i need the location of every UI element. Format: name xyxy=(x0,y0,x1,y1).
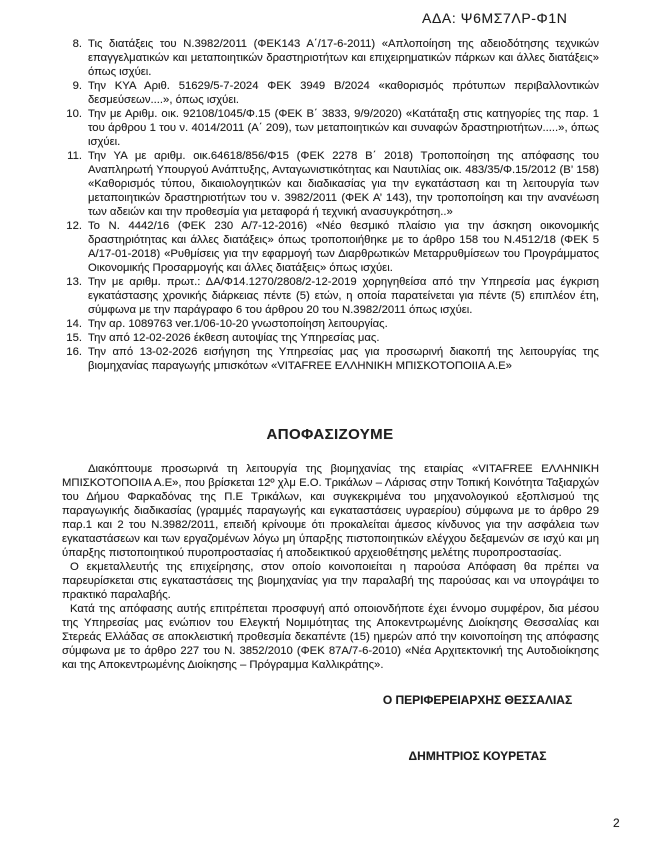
list-item xyxy=(62,79,599,107)
list-item-text: Την από 13-02-2026 εισήγηση της Υπηρεσίας μας για προσωρινή διακοπή της λειτουργίας της βιομηχανίας παραγωγής μπισκότων «VITAFREE ΕΛΛΗΝΙΚΗ ΜΠΙΣΚΟΤΟΠΟΙΙΑ Α.Ε» xyxy=(88,346,599,372)
list-item xyxy=(62,331,599,345)
signatory-name: ΔΗΜΗΤΡΙΟΣ ΚΟΥΡΕΤΑΣ xyxy=(408,749,547,763)
list-item-text: Την με Αριθμ. οικ. 92108/1045/Φ.15 (ΦΕΚ Β΄ 3833, 9/9/2020) «Κατάταξη στις κατηγορίες της παρ. 1 του άρθρου 1 του ν. 4014/2011 (Α΄ 209), των μεταποιητικών και συναφών δραστηριοτήτων.....», όπως ισχύει. xyxy=(88,108,599,148)
decision-body xyxy=(62,462,599,672)
list-item-text: Την με αριθμ. πρωτ.: ΔΑ/Φ14.1270/2808/2-12-2019 χορηγηθείσα από την Υπηρεσία μας έγκριση εγκατάστασης χρονικής διάρκειας πέντε (5) ετών, η οποία παρατείνεται για πέντε (5) επιπλέον έτη, σύμφωνα με την παράγραφο 6 του άρθρου 20 του Ν.3982/2011 όπως ισχύει. xyxy=(88,276,599,316)
list-item-text: Την από 12-02-2026 έκθεση αυτοψίας της Υπηρεσίας μας. xyxy=(88,332,380,344)
list-item-number: 8. xyxy=(72,38,82,50)
list-item-text: Τις διατάξεις του Ν.3982/2011 (ΦΕΚ143 Α΄/17-6-2011) «Απλοποίηση της αδειοδότησης τεχνικών επαγγελματικών και μεταποιητικών δραστηριοτήτων και επιχειρηματικών πάρκων και άλλες διατάξεις» όπως ισχύει. xyxy=(88,38,599,78)
list-item-number: 15. xyxy=(66,332,82,344)
list-item-number: 11. xyxy=(67,150,82,162)
list-item xyxy=(62,37,599,79)
list-item xyxy=(62,219,599,275)
decision-paragraph: Κατά της απόφασης αυτής επιτρέπεται προσφυγή από οποιονδήποτε έχει έννομο συμφέρον, δια μέσου της Υπηρεσίας μας ενώπιον του Ελεγκτή Νομιμότητας της Αποκεντρωμένης Διοίκησης Θεσσαλίας και Στερεάς Ελλάδας σε αποκλειστική προθεσμία δεκαπέντε (15) ημερών από την κοινοποίηση της απόφασης σύμφωνα με το άρθρο 227 του Ν. 3852/2010 (ΦΕΚ 87Α/7-6-2010) «Νέα Αρχιτεκτονική της Αυτοδιοίκησης και της Αποκεντρωμένης Διοίκησης – Πρόγραμμα Καλλικράτης». xyxy=(62,603,599,671)
signatory-title: Ο ΠΕΡΙΦΕΡΕΙΑΡΧΗΣ ΘΕΣΣΑΛΙΑΣ xyxy=(382,693,573,707)
decision-paragraph: Ο εκμεταλλευτής της επιχείρησης, στον οποίο κοινοποιείται η παρούσα Απόφαση θα πρέπει να παρευρίσκεται στις εγκαταστάσεις της βιομηχανίας για την παραλαβή της παρούσας και να υπογράψει το πρακτικό παραλαβής. xyxy=(62,561,599,601)
list-item xyxy=(62,317,599,331)
list-item-number: 12. xyxy=(66,220,82,232)
list-item-text: Το Ν. 4442/16 (ΦΕΚ 230 Α/7-12-2016) «Νέο θεσμικό πλαίσιο για την άσκηση οικονομικής δραστηριότητας και άλλες διατάξεις» όπως τροποποιήθηκε με το άρθρο 158 του Ν.4512/18 (ΦΕΚ 5 Α/17-01-2018) «Ρυθμίσεις για την εφαρμογή των Διαρθρωτικών Μεταρρυθμίσεων του Προγράμματος Οικονομικής Προσαρμογής και άλλες διατάξεις» όπως ισχύει. xyxy=(88,220,599,274)
references-list xyxy=(62,37,599,373)
decision-paragraph: Διακόπτουμε προσωρινά τη λειτουργία της βιομηχανίας της εταιρίας «VITAFREE ΕΛΛΗΝΙΚΗ ΜΠΙΣΚΟΤΟΠΟΙΙΑ Α.Ε», που βρίσκεται 12º χλμ Ε.Ο. Τρικάλων – Λάρισας στην Τοπική Κοινότητα Ταξιαρχών του Δήμου Φαρκαδόνας της Π.Ε Τρικάλων, και συγκεκριμένα του μηχανολογικού εξοπλισμού της παραγωγικής διαδικασίας (γραμμές παραγωγής και εγκαταστάσεις υγραερίου) σύμφωνα με το άρθρο 29 παρ.1 και 2 του Ν.3982/2011, επειδή κρίνουμε ότι προκαλείται άμεσος κίνδυνος για την ασφάλεια των εγκαταστάσεων και των εργαζομένων λόγω μη ύπαρξης πιστοποιητικών ελέγχου δεξαμενών σε ισχύ και μη ύπαρξης πιστοποιητικού πυροπροστασίας ή αποδεικτικού αρχειοθέτησης μελέτης πυροπροστασίας. xyxy=(62,463,599,559)
list-item xyxy=(62,345,599,373)
page-number: 2 xyxy=(613,816,620,830)
decision-heading: ΑΠΟΦΑΣΙΖΟΥΜΕ xyxy=(266,426,394,443)
signature-block xyxy=(356,693,599,763)
list-item-number: 13. xyxy=(66,276,82,288)
list-item xyxy=(62,107,599,149)
list-item-number: 10. xyxy=(66,108,82,120)
list-item-number: 14. xyxy=(66,318,82,330)
list-item-text: Την ΚΥΑ Αριθ. 51629/5-7-2024 ΦΕΚ 3949 Β/2024 «καθορισμός πρότυπων περιβαλλοντικών δεσμεύσεων....», όπως ισχύει. xyxy=(88,80,599,106)
list-item-text: Την ΥΑ με αριθμ. οικ.64618/856/Φ15 (ΦΕΚ 2278 Β΄ 2018) Τροποποίηση της απόφασης του Αναπληρωτή Υπουργού Ανάπτυξης, Ανταγωνιστικότητας και Ναυτιλίας οικ. 483/35/Φ.15/2012 (Β’ 158) «Καθορισμός τύπου, δικαιολογητικών και διαδικασίας για την εγκατάσταση και τη λειτουργία των μεταποιητικών δραστηριοτήτων του ν. 3982/2011 (ΦΕΚ Α’ 143), την τροποποίηση και την ανανέωση των αδειών και την προθεσμία για μεταφορά ή τεχνική ανασυγκρότηση..» xyxy=(88,150,599,218)
list-item xyxy=(62,149,599,219)
ada-code: ΑΔΑ: Ψ6ΜΣ7ΛΡ-Φ1Ν xyxy=(422,10,568,26)
list-item xyxy=(62,275,599,317)
list-item-number: 9. xyxy=(72,80,82,92)
list-item-number: 16. xyxy=(66,346,82,358)
list-item-text: Την αρ. 1089763 ver.1/06-10-20 γνωστοποίηση λειτουργίας. xyxy=(88,318,388,330)
